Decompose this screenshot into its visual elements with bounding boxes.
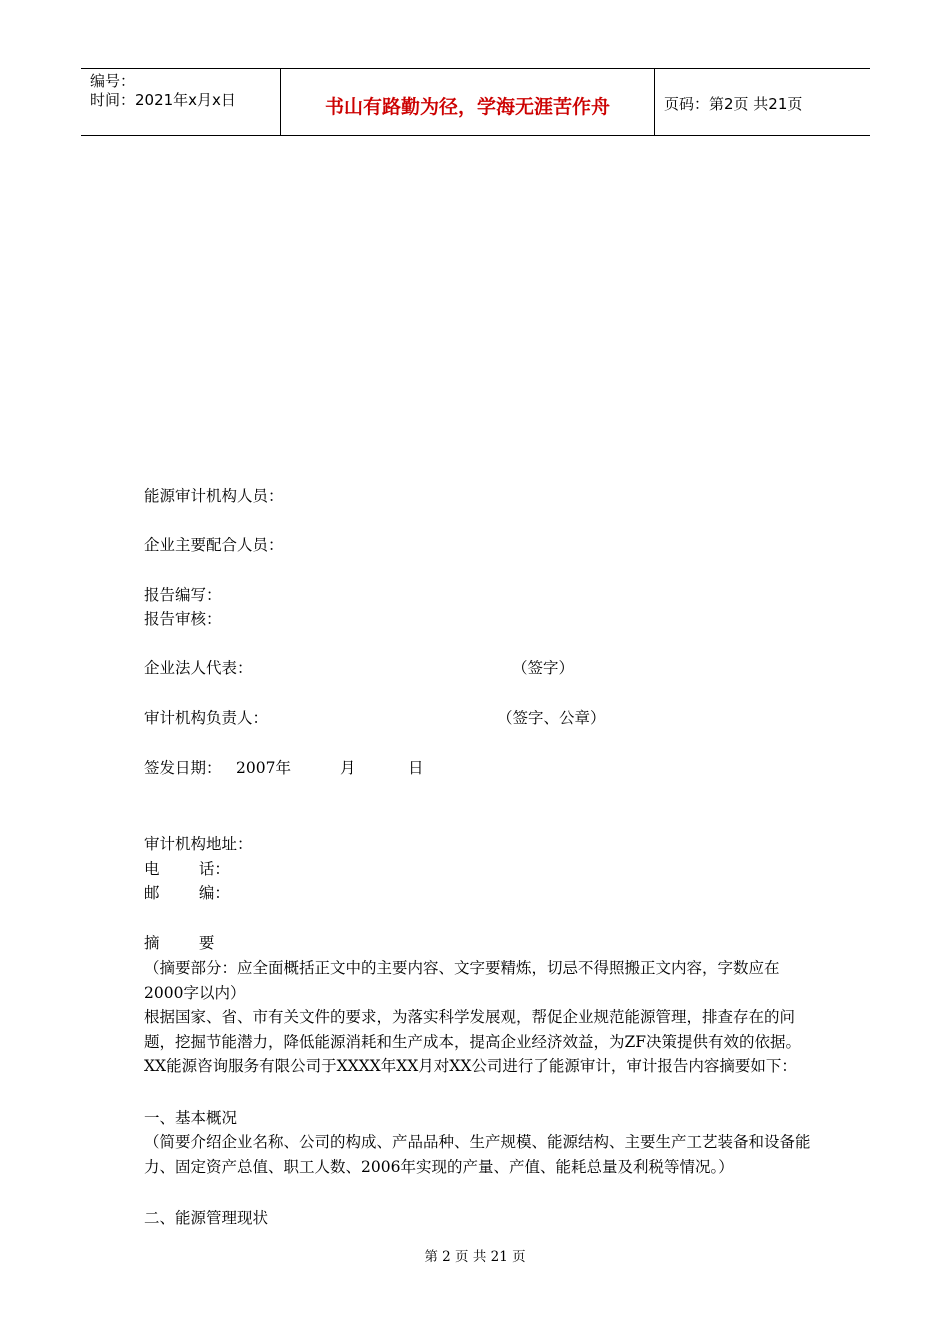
header-table bbox=[81, 68, 870, 136]
org-leader-field: 审计机构负责人： bbox=[144, 709, 269, 727]
abstract-title: 摘 要 bbox=[144, 934, 215, 952]
abstract-note: （摘要部分：应全面概括正文中的主要内容、文字要精炼，切忌不得照搬正文内容，字数应在2000字以内） bbox=[144, 959, 780, 1002]
page-footer: 第 2 页 共 21 页 bbox=[424, 1249, 526, 1265]
org-leader-sign: （签字、公章） bbox=[497, 709, 606, 727]
report-writer-field: 报告编写： bbox=[144, 586, 222, 604]
header-meta-cell bbox=[81, 69, 281, 135]
org-address-field: 审计机构地址： bbox=[144, 835, 253, 853]
issue-year: 2007年 bbox=[236, 759, 291, 777]
section1-note: （简要介绍企业名称、公司的构成、产品品种、生产规模、能源结构、主要生产工艺装备和设备能力、固定资产总值、职工人数、2006年实现的产量、产值、能耗总量及利税等情况。） bbox=[144, 1133, 811, 1176]
legal-rep-field: 企业法人代表： bbox=[144, 659, 253, 677]
issue-day: 日 bbox=[408, 759, 424, 777]
time-label: 时间：2021年x月x日 bbox=[90, 91, 236, 109]
section1-title: 一、基本概况 bbox=[144, 1109, 238, 1127]
phone-field: 电 话： bbox=[144, 860, 230, 878]
postcode-field: 邮 编： bbox=[144, 884, 230, 902]
motto: 书山有路勤为径，学海无涯苦作舟 bbox=[281, 69, 655, 135]
section2-title: 二、能源管理现状 bbox=[144, 1209, 269, 1227]
abstract-body: 根据国家、省、市有关文件的要求，为落实科学发展观，帮促企业规范能源管理，排查存在的问题，挖掘节能潜力，降低能源消耗和生产成本，提高企业经济效益，为ZF决策提供有效的依据。XX能源咨询服务有限公司于XXXX年XX月对XX公司进行了能源审计，审计报告内容摘要如下： bbox=[144, 1008, 802, 1075]
cooperators-field: 企业主要配合人员： bbox=[144, 536, 284, 554]
issue-month: 月 bbox=[340, 759, 356, 777]
issue-date-label: 签发日期： bbox=[144, 759, 222, 777]
page-info: 页码：第2页 共21页 bbox=[664, 95, 803, 113]
auditors-field: 能源审计机构人员： bbox=[144, 487, 284, 505]
number-label: 编号： bbox=[90, 72, 136, 90]
legal-rep-sign: （签字） bbox=[512, 659, 575, 677]
report-reviewer-field: 报告审核： bbox=[144, 610, 222, 628]
